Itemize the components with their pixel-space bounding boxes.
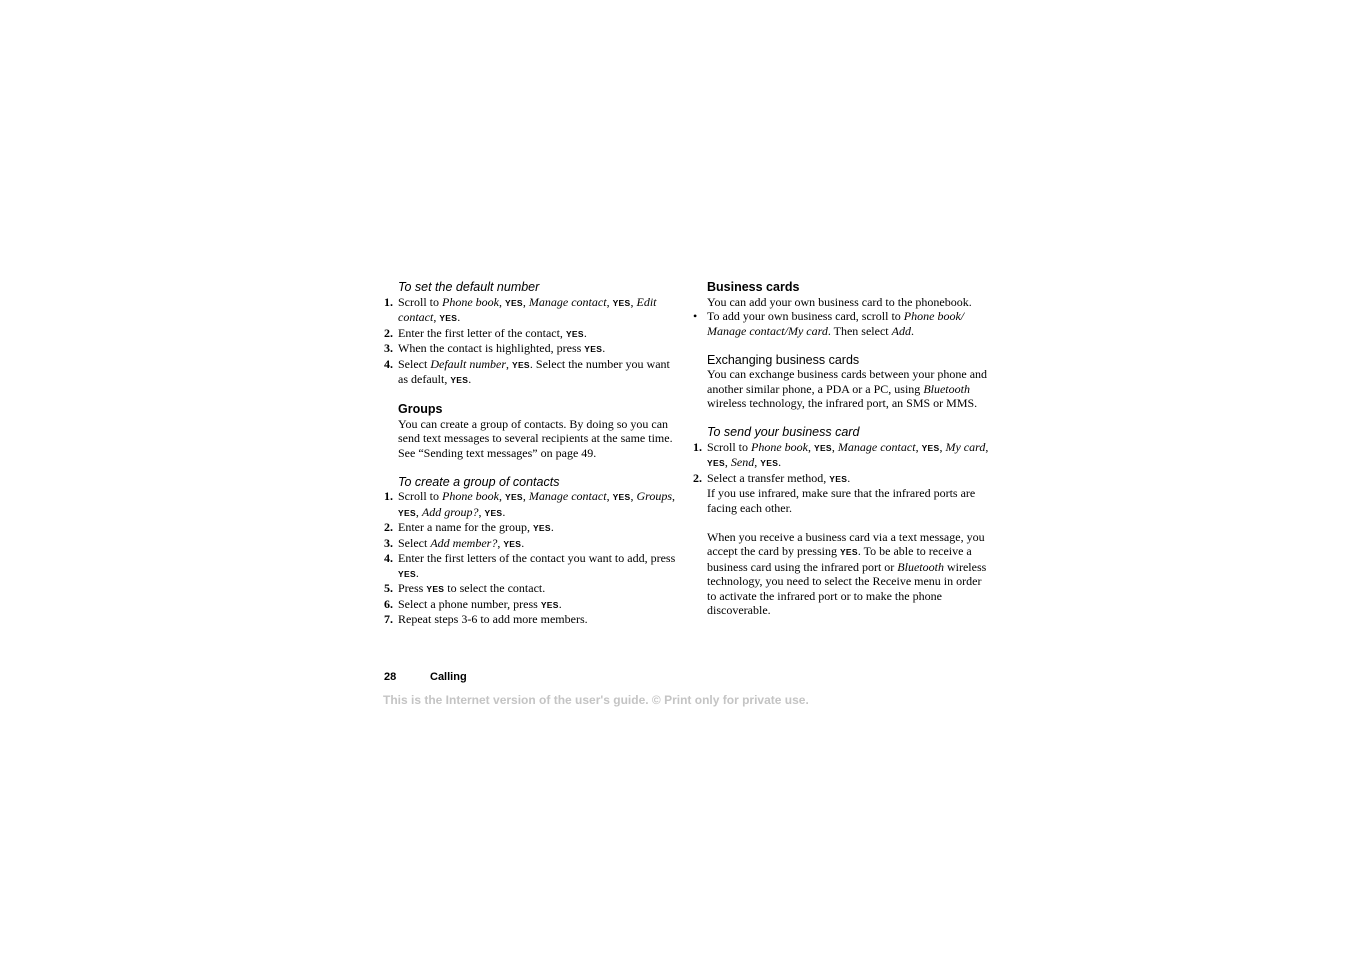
step-text: , <box>630 294 637 309</box>
menu-term: Manage contact <box>528 489 607 503</box>
yes-key: YES <box>760 458 779 468</box>
step-text: Scroll to <box>398 294 442 309</box>
bullet-text: . <box>910 323 914 338</box>
section-name: Calling <box>430 671 467 683</box>
bullet-text: . Then select <box>827 323 892 338</box>
business-cards-heading: Business cards <box>707 280 800 294</box>
exchanging-text-part: wireless technology, the infrared port, an SMS or MMS. <box>707 396 978 410</box>
yes-key: YES <box>921 442 940 453</box>
default-number-steps <box>384 295 676 388</box>
step-text: , <box>606 294 613 309</box>
yes-key: YES <box>612 492 631 502</box>
internet-version-notice: This is the Internet version of the user's guide. © Print only for private use. <box>383 693 809 707</box>
receive-text-part: . To be able to receive a business card using the infrared port or <box>707 544 972 574</box>
yes-key: YES <box>612 297 631 308</box>
list-item <box>384 520 676 536</box>
yes-key: YES <box>503 538 522 549</box>
yes-key: YES <box>398 507 416 518</box>
receive-text-part: wireless technology, you need to select the Receive menu in order to activate the infrared port or to make the phone discoverable. <box>707 559 987 617</box>
yes-key: YES <box>439 313 458 323</box>
step-text: Select a transfer method, <box>707 470 830 485</box>
menu-term: Bluetooth <box>923 381 970 396</box>
step-text: Select <box>398 356 431 371</box>
step-number: 3. <box>384 535 393 550</box>
yes-key: YES <box>484 507 503 518</box>
step-text: , <box>498 489 505 503</box>
step-text: , <box>807 439 814 454</box>
list-item <box>384 357 676 388</box>
step-text: , <box>522 294 529 309</box>
menu-term: Phone book <box>442 489 499 503</box>
yes-key: YES <box>829 473 848 484</box>
yes-key: YES <box>398 568 416 579</box>
step-text: , <box>433 310 440 324</box>
step-text: , <box>831 439 838 454</box>
list-item <box>384 597 676 613</box>
step-number: 6. <box>384 596 393 611</box>
right-column <box>693 280 993 618</box>
step-text: . <box>457 310 461 324</box>
create-group-heading: To create a group of contacts <box>398 474 560 489</box>
groups-text: You can create a group of contacts. By doing so you can send text messages to several recipients at the same time. See “Sending text messages” on page 49. <box>398 416 673 460</box>
menu-term: Add <box>891 323 911 338</box>
step-text: If you use infrared, make sure that the infrared ports are facing each other. <box>707 486 976 515</box>
step-number: 7. <box>384 612 393 626</box>
step-number: 4. <box>384 356 393 371</box>
step-text: . <box>778 455 782 469</box>
step-text: , <box>939 439 946 454</box>
business-cards-text: You can add your own business card to the phonebook. <box>707 294 972 309</box>
step-text: , <box>754 455 761 469</box>
step-number: 1. <box>384 294 393 309</box>
step-text: , <box>606 489 613 503</box>
step-text: . <box>550 520 554 534</box>
list-item <box>384 326 676 342</box>
step-text: , <box>630 489 637 503</box>
step-text: Select a phone number, press <box>398 596 541 611</box>
step-number: 5. <box>384 581 393 595</box>
yes-key: YES <box>565 328 584 339</box>
step-text: Enter a name for the group, <box>398 520 533 534</box>
step-text: Scroll to <box>707 439 751 454</box>
list-item <box>384 295 676 326</box>
step-number: 2. <box>384 325 393 340</box>
step-number: 1. <box>693 439 702 454</box>
left-column <box>384 280 676 627</box>
yes-key: YES <box>450 375 469 385</box>
step-text: When the contact is highlighted, press <box>398 341 585 355</box>
menu-term: Add member? <box>430 535 498 550</box>
exchanging-text <box>707 367 993 411</box>
page-number: 28 <box>384 671 397 683</box>
menu-term: Send <box>730 455 755 469</box>
step-text: . <box>602 341 606 355</box>
step-text: , <box>672 489 676 503</box>
step-text: , <box>497 535 504 550</box>
step-text: , <box>915 439 922 454</box>
menu-term: Add group? <box>421 504 479 519</box>
business-cards-bullets <box>693 309 993 338</box>
menu-term: Phone book <box>751 439 808 454</box>
bullet-mark: • <box>693 309 698 323</box>
menu-term: Phone book/ Manage contact/My card <box>707 309 965 338</box>
menu-term: Groups <box>636 489 673 503</box>
step-text: . <box>415 565 419 580</box>
yes-key: YES <box>504 492 523 502</box>
step-text: , <box>985 439 989 454</box>
list-item <box>384 612 676 627</box>
step-text: . <box>502 504 506 519</box>
step-text: Scroll to <box>398 489 442 503</box>
groups-heading: Groups <box>398 402 443 416</box>
exchanging-text-part: You can exchange business cards between your phone and another similar phone, a PDA or a PC, using <box>707 367 988 396</box>
step-number: 2. <box>384 520 393 534</box>
send-card-heading: To send your business card <box>707 425 860 439</box>
step-number: 3. <box>384 341 393 355</box>
step-text: Enter the first letters of the contact you want to add, press <box>398 551 676 565</box>
step-number: 1. <box>384 489 393 503</box>
step-text: , <box>478 504 485 519</box>
menu-term: Manage contact <box>837 439 916 454</box>
step-text: . <box>468 372 472 386</box>
yes-key: YES <box>532 523 551 533</box>
step-text: Repeat steps 3-6 to add more members. <box>398 612 588 626</box>
list-item <box>384 489 676 520</box>
default-number-heading: To set the default number <box>398 280 540 294</box>
create-group-steps <box>384 489 676 627</box>
list-item <box>693 309 993 338</box>
list-item <box>384 341 676 357</box>
step-text: , <box>724 455 731 469</box>
step-text: Press <box>398 581 427 595</box>
step-text: , <box>415 504 422 519</box>
menu-term: Phone book <box>442 294 499 309</box>
receive-card-text <box>707 530 993 618</box>
step-number: 4. <box>384 551 393 565</box>
yes-key: YES <box>813 442 832 453</box>
step-number: 2. <box>693 470 702 485</box>
yes-key: YES <box>839 547 858 557</box>
list-item <box>693 440 993 471</box>
step-text: , <box>522 489 529 503</box>
receive-text-part: When you receive a business card via a text message, you accept the card by pressing <box>707 529 985 558</box>
step-text: Select <box>398 535 431 550</box>
yes-key: YES <box>426 584 445 594</box>
step-text: Enter the first letter of the contact, <box>398 325 566 340</box>
list-item <box>384 536 676 552</box>
step-text: to select the contact. <box>444 581 546 595</box>
yes-key: YES <box>504 297 523 308</box>
step-text: . <box>558 596 562 611</box>
step-text: . <box>583 325 587 340</box>
menu-term: Edit contact <box>398 294 657 324</box>
menu-term: Manage contact <box>528 294 607 309</box>
list-item <box>693 471 993 516</box>
yes-key: YES <box>584 344 603 354</box>
step-text: , <box>498 294 505 309</box>
send-card-steps <box>693 440 993 516</box>
bullet-text: To add your own business card, scroll to <box>707 309 904 323</box>
menu-term: Bluetooth <box>897 559 944 574</box>
menu-term: Default number <box>430 356 506 371</box>
menu-term: My card <box>945 439 986 454</box>
step-text: . <box>847 470 851 485</box>
step-text: , <box>505 356 512 371</box>
yes-key: YES <box>707 458 725 468</box>
yes-key: YES <box>540 599 559 610</box>
yes-key: YES <box>511 359 530 370</box>
step-text: . Select the number you want as default, <box>398 356 670 386</box>
exchanging-heading: Exchanging business cards <box>707 352 860 367</box>
step-text: . <box>521 535 525 550</box>
list-item <box>384 581 676 597</box>
list-item <box>384 551 676 581</box>
